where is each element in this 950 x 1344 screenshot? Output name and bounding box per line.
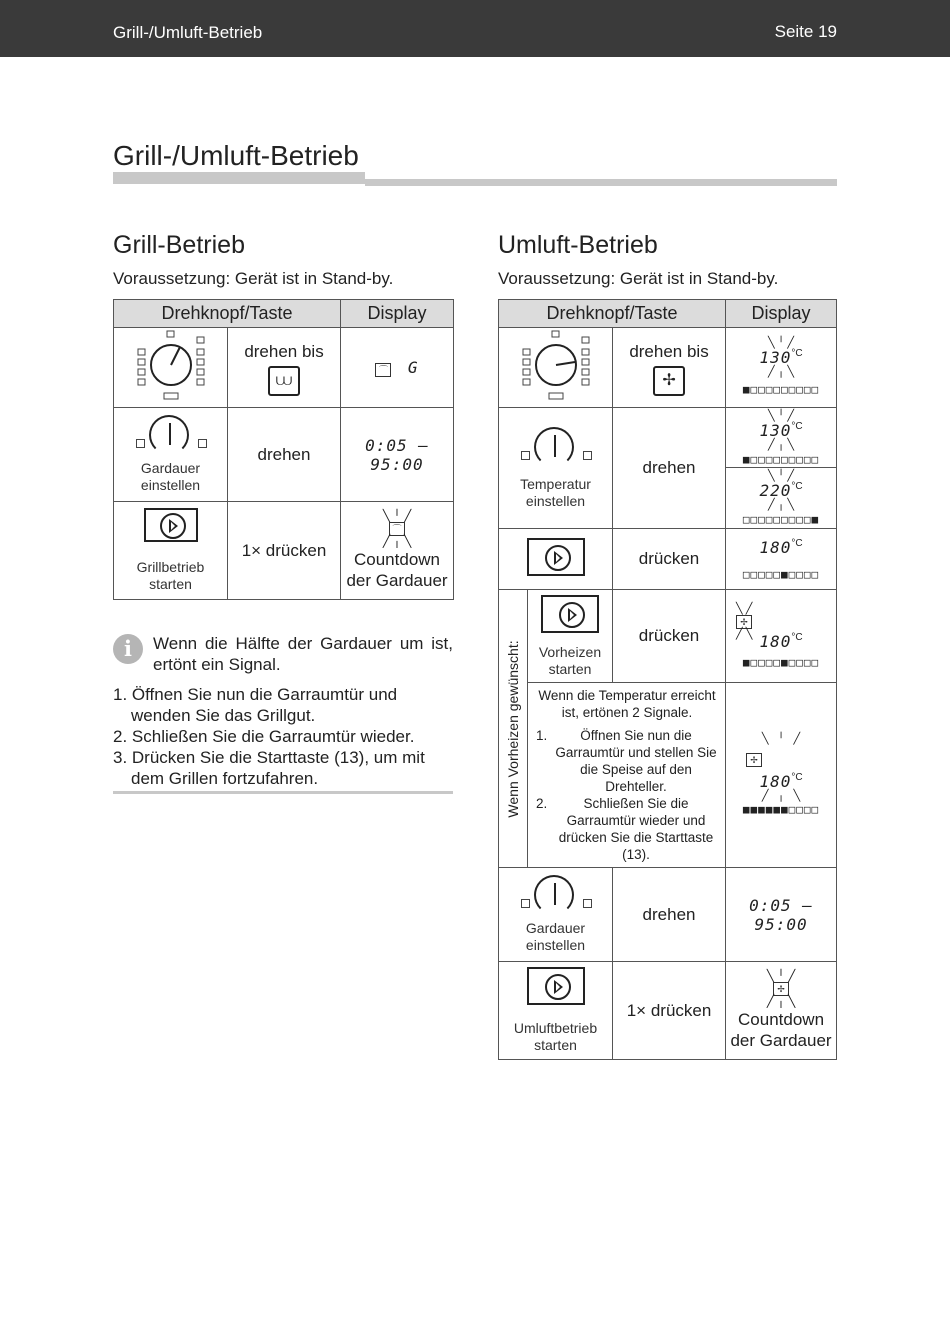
umluft-row4-temp: 180 bbox=[759, 631, 792, 651]
umluft-run-button[interactable] bbox=[499, 962, 613, 1060]
mode-dial[interactable] bbox=[114, 328, 228, 408]
umluft-row3-temp: 180 bbox=[759, 537, 792, 557]
umluft-row6-caption: Gardauer einstellen bbox=[525, 920, 586, 953]
preheat-side-label bbox=[499, 590, 528, 868]
grill-steps bbox=[113, 684, 453, 789]
umluft-row2-bar-a: ■□□□□□□□□□ bbox=[742, 453, 820, 466]
temp-dial-icon bbox=[521, 427, 591, 467]
umluft-table: Drehknopf/Taste Display drehen bis ✢ ╲ ╵ ╱ $130^{^\circ C}$ ╱ ╷ ╲ ■□□□□□□□□□ Temperatur einstellen drehen ╲ ╵ ╱ $130^{^\circ C}$ ╱ ╷ ╲ ■□□□□□□□□□ ╲ ╵ ╱ $220^{^\circ C}$ ╱ ╷ ╲ □□□□□□□□□■ drücken $180^{^\circ C}$ □□□□□■□□□□ Wenn Vorheizen gewünscht: Vorheizen starten drücken ╲ ╱ ✢ ╱ ╲ $180^{^\circ C}$ ■□□□□■□□□□ Wenn die Temperatur erreicht ist, ertönen 2 Signale. 1. Öffnen Sie nun die Garraumtür und stellen Sie die Speise auf den Drehteller. 2. Schließen Sie die Garraumtür wieder und drücken Sie die Starttaste (13). ╲ ╵ ╱ ✢ $180^{^\circ C}$ ╱ ╷ ╲ ■■■■■■□□□□ Gardauer einstellen drehen 0:05 – 95:00 Umluftbetrieb starten 1× drücken ╲ ╵ ╱ ✢ ╱ ╷ ╲ Countdown der Gardauer bbox=[498, 299, 837, 1060]
umluft-row1-action: drehen bis bbox=[629, 342, 709, 361]
umluft-row2-temp-b: 220 bbox=[759, 481, 792, 500]
blink-rays-icon: ╲ ╵ ╱ ⌒ ╱ ╷ ╲ bbox=[382, 508, 412, 548]
grill-row2-display: 0:05 – 95:00 bbox=[341, 408, 454, 502]
grill-col-control: Drehknopf/Taste bbox=[114, 300, 341, 328]
time-dial[interactable] bbox=[114, 408, 228, 502]
grill-col-display: Display bbox=[341, 300, 454, 328]
start-button[interactable] bbox=[114, 502, 228, 600]
mode-dial-icon bbox=[521, 329, 591, 401]
page-header bbox=[0, 0, 950, 57]
unit-label: °C bbox=[791, 421, 803, 432]
umluft-row3-action: drücken bbox=[613, 529, 726, 590]
unit-label: °C bbox=[791, 348, 803, 359]
umluft-col-display: Display bbox=[726, 300, 837, 328]
umluft-row5-temp: 180 bbox=[759, 771, 792, 791]
grill-row2-action: drehen bbox=[228, 408, 341, 502]
grill-display-code: G bbox=[407, 357, 419, 377]
preheat-step: 1. Öffnen Sie nun die Garraumtür und stellen Sie die Speise auf den Drehteller. bbox=[551, 727, 721, 795]
umluft-row2-caption: Temperatur einstellen bbox=[520, 475, 591, 509]
umluft-precondition: Voraussetzung: Gerät ist in Stand-by. bbox=[498, 269, 779, 288]
umluft-row2-action: drehen bbox=[613, 408, 726, 529]
umluft-time-dial[interactable] bbox=[499, 868, 613, 962]
grill-section-end-rule bbox=[113, 791, 453, 794]
fan-icon: ✢ bbox=[746, 753, 762, 767]
start-icon bbox=[527, 538, 585, 576]
grill-heading: Grill-Betrieb bbox=[113, 231, 245, 259]
grill-display-icon: ⌒ bbox=[375, 363, 391, 377]
preheat-note bbox=[528, 683, 726, 868]
info-icon: i bbox=[113, 634, 143, 664]
umluft-row6-display: 0:05 – 95:00 bbox=[726, 868, 837, 962]
page-title: Grill-/Umluft-Betrieb bbox=[113, 140, 359, 171]
fan-blink-icon: ╲ ╱ ✢ ╱ ╲ bbox=[736, 602, 753, 640]
umluft-row5-bar: ■■■■■■□□□□ bbox=[742, 802, 820, 816]
umluft-col-control: Drehknopf/Taste bbox=[499, 300, 726, 328]
grill-precondition: Voraussetzung: Gerät ist in Stand-by. bbox=[113, 269, 394, 288]
umluft-row4-caption: Vorheizen starten bbox=[538, 643, 602, 677]
umluft-row4-bar: ■□□□□■□□□□ bbox=[742, 655, 820, 669]
fan-mode-icon: ✢ bbox=[653, 366, 685, 396]
grill-step: 1. Öffnen Sie nun die Garraumtür und wenden Sie das Grillgut. bbox=[113, 685, 398, 725]
blink-rays-icon: ╲ ╵ ╱ bbox=[761, 732, 801, 745]
umluft-start-button[interactable] bbox=[499, 529, 613, 590]
umluft-row1-bar: ■□□□□□□□□□ bbox=[742, 383, 820, 396]
header-section-title: Grill-/Umluft-Betrieb bbox=[113, 23, 263, 42]
grill-table bbox=[113, 299, 454, 600]
unit-label: °C bbox=[791, 537, 803, 549]
grill-row3-caption: Grillbetrieb starten bbox=[136, 559, 205, 592]
start-icon bbox=[144, 508, 198, 542]
umluft-row6-action: drehen bbox=[613, 868, 726, 962]
umluft-heading: Umluft-Betrieb bbox=[498, 231, 658, 259]
grill-row3-action: 1× drücken bbox=[228, 502, 341, 600]
unit-label: °C bbox=[791, 481, 803, 492]
preheat-step: 2. Schließen Sie die Garraumtür wieder und drücken Sie die Starttaste (13). bbox=[551, 795, 721, 863]
unit-label: °C bbox=[791, 631, 803, 643]
grill-step: 3. Drücken Sie die Starttaste (13), um mit dem Grillen fortzufahren. bbox=[113, 748, 425, 788]
grill-row1-action: drehen bis bbox=[244, 342, 324, 361]
preheat-start-button[interactable] bbox=[528, 590, 613, 683]
umluft-row2-temp-a: 130 bbox=[759, 421, 792, 440]
temp-dial[interactable] bbox=[499, 408, 613, 529]
fan-blink-icon: ╲ ╵ ╱ ✢ ╱ ╷ ╲ bbox=[766, 968, 796, 1008]
grill-row2-caption: Gardauer einstellen bbox=[140, 460, 201, 493]
umluft-row2-bar-b: □□□□□□□□□■ bbox=[742, 513, 820, 526]
grill-step: 2. Schließen Sie die Garraumtür wieder. bbox=[113, 727, 415, 746]
umluft-row7-display: Countdown der Gardauer bbox=[730, 1009, 832, 1050]
preheat-note-text: Wenn die Temperatur erreicht ist, ertönen 2 Signale. bbox=[538, 688, 716, 720]
preheat-label-text: Wenn Vorheizen gewünscht: bbox=[505, 639, 521, 818]
header-page-number: Seite 19 bbox=[774, 22, 837, 41]
grill-mode-icon: ⩊ bbox=[268, 366, 300, 396]
blink-rays-icon: ╲ ╵ ╱ bbox=[768, 337, 795, 349]
umluft-row1-temp: 130 bbox=[759, 348, 792, 367]
start-icon bbox=[527, 967, 585, 1005]
time-dial-icon bbox=[136, 415, 206, 455]
umluft-row3-bar: □□□□□■□□□□ bbox=[742, 567, 820, 581]
unit-label: °C bbox=[791, 771, 803, 783]
umluft-mode-dial[interactable] bbox=[499, 328, 613, 408]
start-icon bbox=[541, 595, 599, 633]
umluft-row7-caption: Umluftbetrieb starten bbox=[513, 1020, 598, 1053]
title-underline bbox=[113, 172, 365, 184]
umluft-row7-action: 1× drücken bbox=[613, 962, 726, 1060]
umluft-row4-action: drücken bbox=[613, 590, 726, 683]
mode-dial-icon bbox=[136, 329, 206, 401]
grill-row3-display: Countdown der Gardauer bbox=[346, 549, 448, 590]
grill-info-text: Wenn die Hälfte der Gardauer um ist, ertönt ein Signal. bbox=[153, 634, 453, 674]
time-dial-icon bbox=[521, 875, 591, 915]
title-rule bbox=[365, 179, 837, 186]
